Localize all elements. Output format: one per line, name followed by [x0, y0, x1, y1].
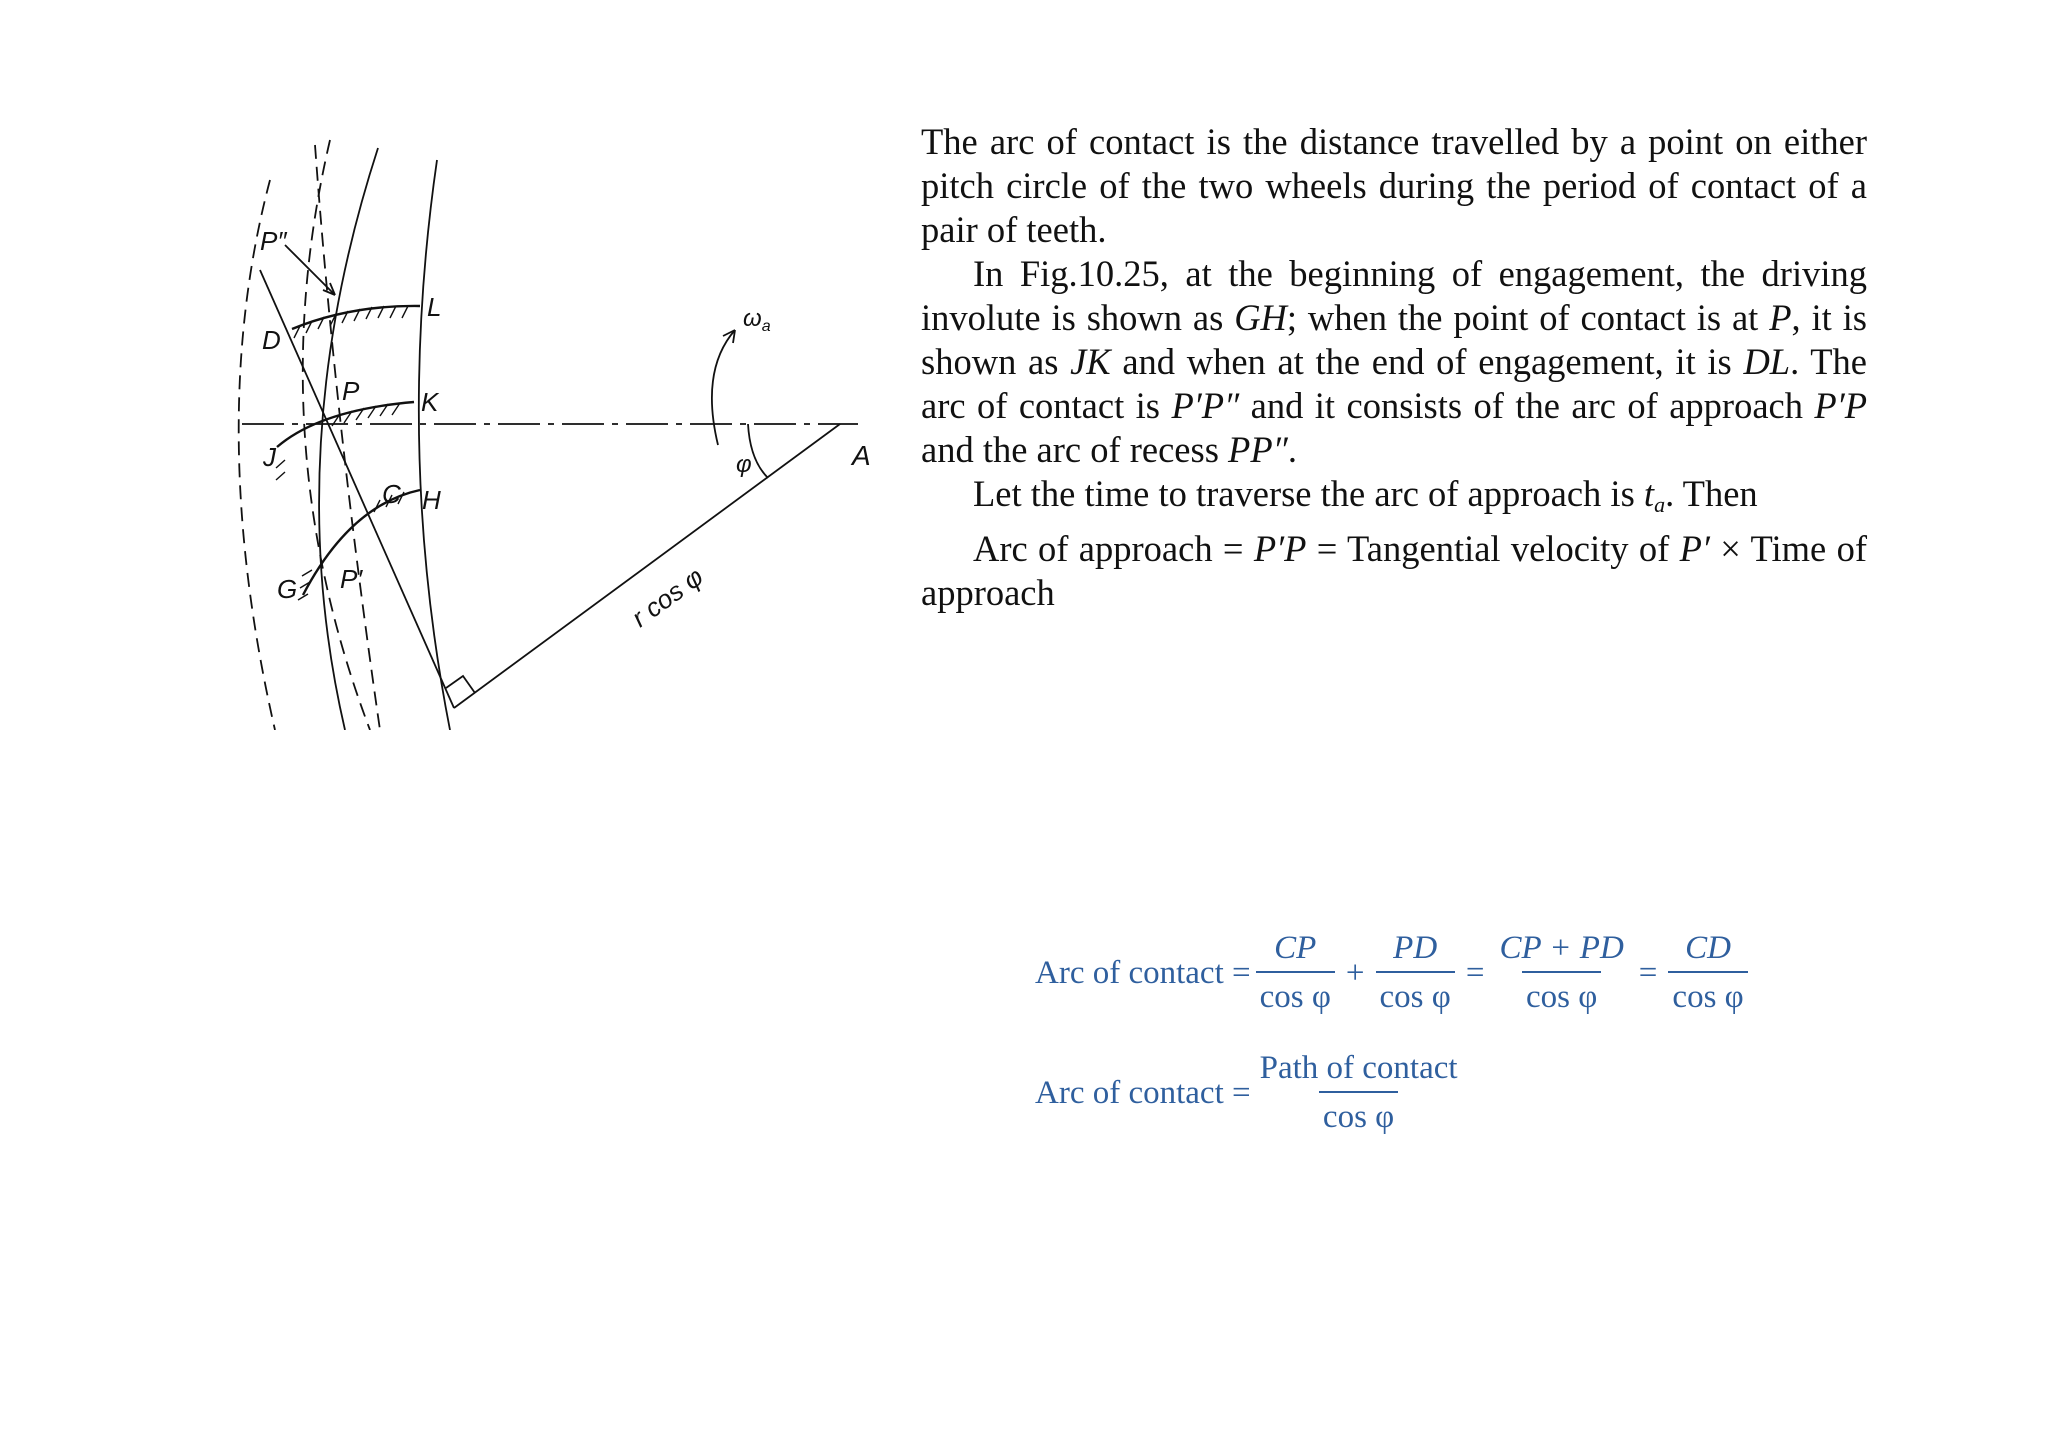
- label-omega: $\omega_a$: [743, 305, 771, 335]
- omega-rotation-arc: [712, 330, 735, 445]
- label-p-double-prime: P″: [260, 226, 287, 256]
- equals-sign: =: [1638, 954, 1658, 991]
- label-p-prime: P′: [340, 564, 363, 594]
- fraction-cd: $\frac{CD}{\text{cos φ}}$: [1668, 930, 1747, 1016]
- equals-sign: =: [1465, 954, 1485, 991]
- base-circle-arc-dashed: [315, 145, 380, 730]
- label-h: H: [422, 485, 441, 515]
- fraction-cp-plus-pd: $\frac{CP + PD}{\text{cos φ}}$: [1499, 930, 1624, 1015]
- addendum-circle-arc: [319, 148, 378, 730]
- paragraph-time-of-approach: Let the time to traverse the arc of approach is $t_a$. Then: [973, 473, 1758, 517]
- plus-sign: +: [1345, 954, 1365, 991]
- paragraph-arc-of-contact-definition: The arc of contact is the distance travelled by a point on either pitch circle of the two wheels during the period of contact of a pair of teeth.: [921, 121, 1867, 250]
- equation-arc-of-contact-sum: [1035, 930, 1753, 1016]
- label-c: C: [382, 479, 401, 509]
- equation-lhs: Arc of contact =: [1035, 954, 1251, 991]
- label-j: J: [263, 442, 276, 472]
- equation-arc-of-contact-path: [1035, 1050, 1467, 1136]
- fraction-pd: $\frac{PD}{\text{cos φ}}$: [1376, 930, 1455, 1016]
- label-l: L: [427, 292, 442, 322]
- gear-diagram: [230, 120, 890, 730]
- fraction-path-of-contact: $\frac{\text{Path of contact}}{\text{cos φ}}$: [1259, 1050, 1458, 1135]
- pitch-circle-arc-dashed-right: [303, 140, 370, 730]
- outer-circle-arc: [419, 160, 450, 730]
- label-d: D: [262, 325, 281, 355]
- label-p: P: [342, 376, 360, 406]
- right-angle-marker: [446, 676, 475, 693]
- label-r-cos-phi: r cos φ: [625, 561, 709, 633]
- paragraph-fig-description: In Fig.10.25, at the beginning of engagement, the driving involute is shown as GH; when the point of contact is at P, it is shown as JK and when at the end of engagement, it is DL. The arc of contact is P′P″ and it consists of the arc of approach P′P and the arc of recess PP″.: [921, 253, 1868, 470]
- fraction-cp: $\frac{CP}{\text{cos φ}}$: [1256, 930, 1335, 1016]
- label-a: A: [852, 440, 871, 471]
- paragraph-arc-of-approach: Arc of approach = P′P = Tangential velocity of P′ × Time of approach: [921, 528, 1868, 613]
- label-k: K: [421, 387, 439, 417]
- label-g: G: [277, 574, 298, 604]
- explanation-text: [921, 120, 1867, 615]
- equation-lhs: Arc of contact =: [1035, 1074, 1251, 1111]
- label-phi: φ: [736, 451, 752, 478]
- base-radius-line: [454, 424, 840, 708]
- gear-contact-figure: [230, 120, 890, 730]
